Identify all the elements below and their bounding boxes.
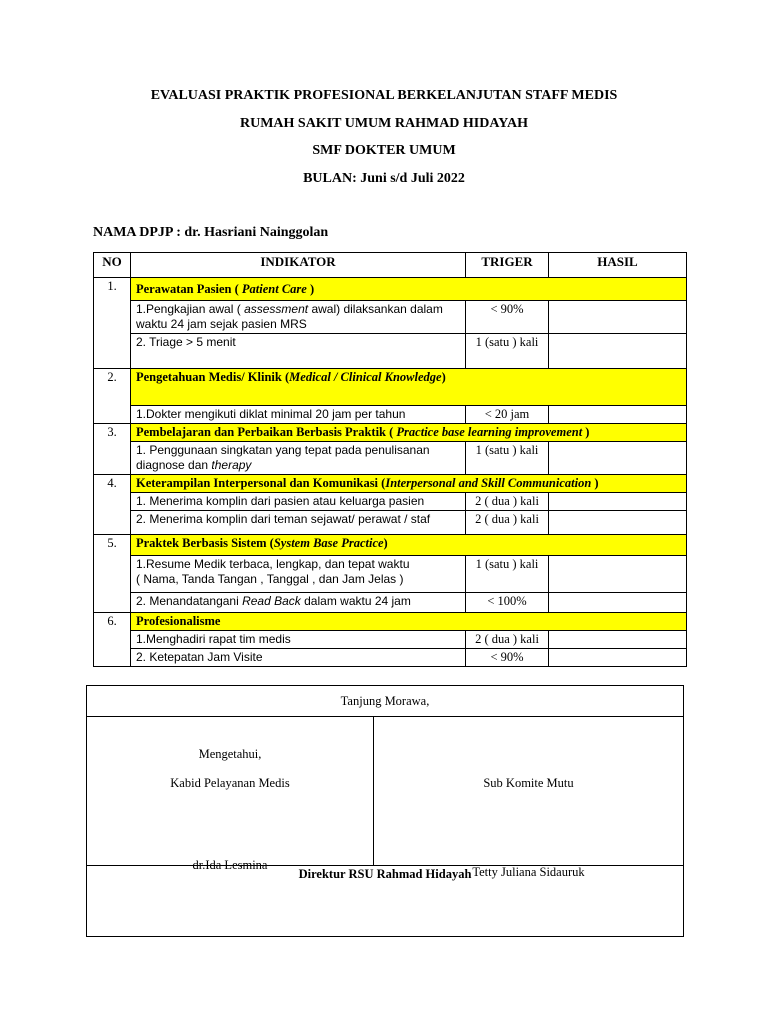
director-signature: Direktur RSU Rahmad Hidayah (87, 866, 684, 937)
table-row (94, 593, 687, 613)
table-row (94, 556, 687, 593)
doctor-name: NAMA DPJP : dr. Hasriani Nainggolan (93, 225, 329, 240)
department-name: SMF DOKTER UMUM (312, 143, 456, 158)
section-row (94, 369, 687, 406)
table-row (94, 649, 687, 667)
section-row (94, 535, 687, 556)
komite-name: Tetty Juliana Sidauruk (472, 865, 585, 879)
triger-cell: < 90% (466, 649, 549, 667)
section-number: 3. (94, 424, 131, 475)
triger-cell: 1 (satu ) kali (466, 442, 549, 475)
hasil-cell (549, 556, 687, 593)
indicator-cell: 1.Dokter mengikuti diklat minimal 20 jam per tahun (131, 406, 466, 424)
section-row (94, 613, 687, 631)
table-header-row (94, 253, 687, 278)
col-triger-header: TRIGER (466, 253, 549, 278)
indicator-cell: 1.Resume Medik terbaca, lengkap, dan tepat waktu ( Nama, Tanda Tangan , Tanggal , dan Jam Jelas ) (131, 556, 466, 593)
period-label: BULAN: Juni s/d Juli 2022 (303, 171, 465, 186)
triger-cell: 2 ( dua ) kali (466, 493, 549, 511)
section-title: Profesionalisme (131, 613, 687, 631)
hospital-name: RUMAH SAKIT UMUM RAHMAD HIDAYAH (239, 116, 529, 131)
section-number: 5. (94, 535, 131, 613)
triger-cell: < 100% (466, 593, 549, 613)
document-title: EVALUASI PRAKTIK PROFESIONAL BERKELANJUTAN STAFF MEDIS (150, 88, 618, 103)
indicator-cell: 2. Menerima komplin dari teman sejawat/ perawat / staf (131, 511, 466, 535)
section-title: Pembelajaran dan Perbaikan Berbasis Praktik ( Practice base learning improvement ) (131, 424, 687, 442)
col-hasil-header: HASIL (549, 253, 687, 278)
section-number: 4. (94, 475, 131, 535)
triger-cell: < 20 jam (466, 406, 549, 424)
section-number: 1. (94, 278, 131, 369)
komite-title: Sub Komite Mutu (483, 776, 574, 790)
hasil-cell (549, 301, 687, 334)
signature-right (374, 717, 684, 879)
section-number: 2. (94, 369, 131, 424)
indicator-cell: 1.Menghadiri rapat tim medis (131, 631, 466, 649)
triger-cell: 2 ( dua ) kali (466, 631, 549, 649)
hasil-cell (549, 334, 687, 369)
triger-cell: 1 (satu ) kali (466, 556, 549, 593)
table-row (94, 493, 687, 511)
indicator-cell: 1. Penggunaan singkatan yang tepat pada penulisanan diagnose dan therapy (131, 442, 466, 475)
indicator-cell: 1. Menerima komplin dari pasien atau keluarga pasien (131, 493, 466, 511)
section-title: Praktek Berbasis Sistem (System Base Practice) (131, 535, 687, 556)
triger-cell: 1 (satu ) kali (466, 334, 549, 369)
indicator-cell: 1.Pengkajian awal ( assessment awal) dilaksankan dalam waktu 24 jam sejak pasien MRS (131, 301, 466, 334)
table-row (94, 301, 687, 334)
signature-block (86, 685, 684, 937)
col-no-header: NO (94, 253, 131, 278)
table-row (94, 406, 687, 424)
hasil-cell (549, 406, 687, 424)
triger-cell: < 90% (466, 301, 549, 334)
hasil-cell (549, 442, 687, 475)
hasil-cell (549, 511, 687, 535)
section-row (94, 475, 687, 493)
mengetahui-label: Mengetahui, (198, 747, 262, 761)
kabid-name: dr.Ida Lesmina (192, 858, 268, 872)
hasil-cell (549, 631, 687, 649)
table-row (94, 334, 687, 369)
section-title: Keterampilan Interpersonal dan Komunikasi (Interpersonal and Skill Communication ) (131, 475, 687, 493)
col-indikator-header: INDIKATOR (131, 253, 466, 278)
hasil-cell (549, 493, 687, 511)
table-row (94, 631, 687, 649)
signature-place: Tanjung Morawa, (87, 686, 684, 717)
signature-left (87, 717, 374, 872)
hasil-cell (549, 593, 687, 613)
indicator-cell: 2. Triage > 5 menit (131, 334, 466, 369)
table-row (94, 442, 687, 475)
section-number: 6. (94, 613, 131, 667)
triger-cell: 2 ( dua ) kali (466, 511, 549, 535)
hasil-cell (549, 649, 687, 667)
evaluation-table (93, 252, 687, 667)
indicator-cell: 2. Ketepatan Jam Visite (131, 649, 466, 667)
indicator-cell: 2. Menandatangani Read Back dalam waktu 24 jam (131, 593, 466, 613)
section-row (94, 278, 687, 301)
section-row (94, 424, 687, 442)
table-row (94, 511, 687, 535)
kabid-title: Kabid Pelayanan Medis (170, 776, 290, 790)
section-title: Pengetahuan Medis/ Klinik (Medical / Clinical Knowledge) (131, 369, 687, 406)
section-title: Perawatan Pasien ( Patient Care ) (131, 278, 687, 301)
